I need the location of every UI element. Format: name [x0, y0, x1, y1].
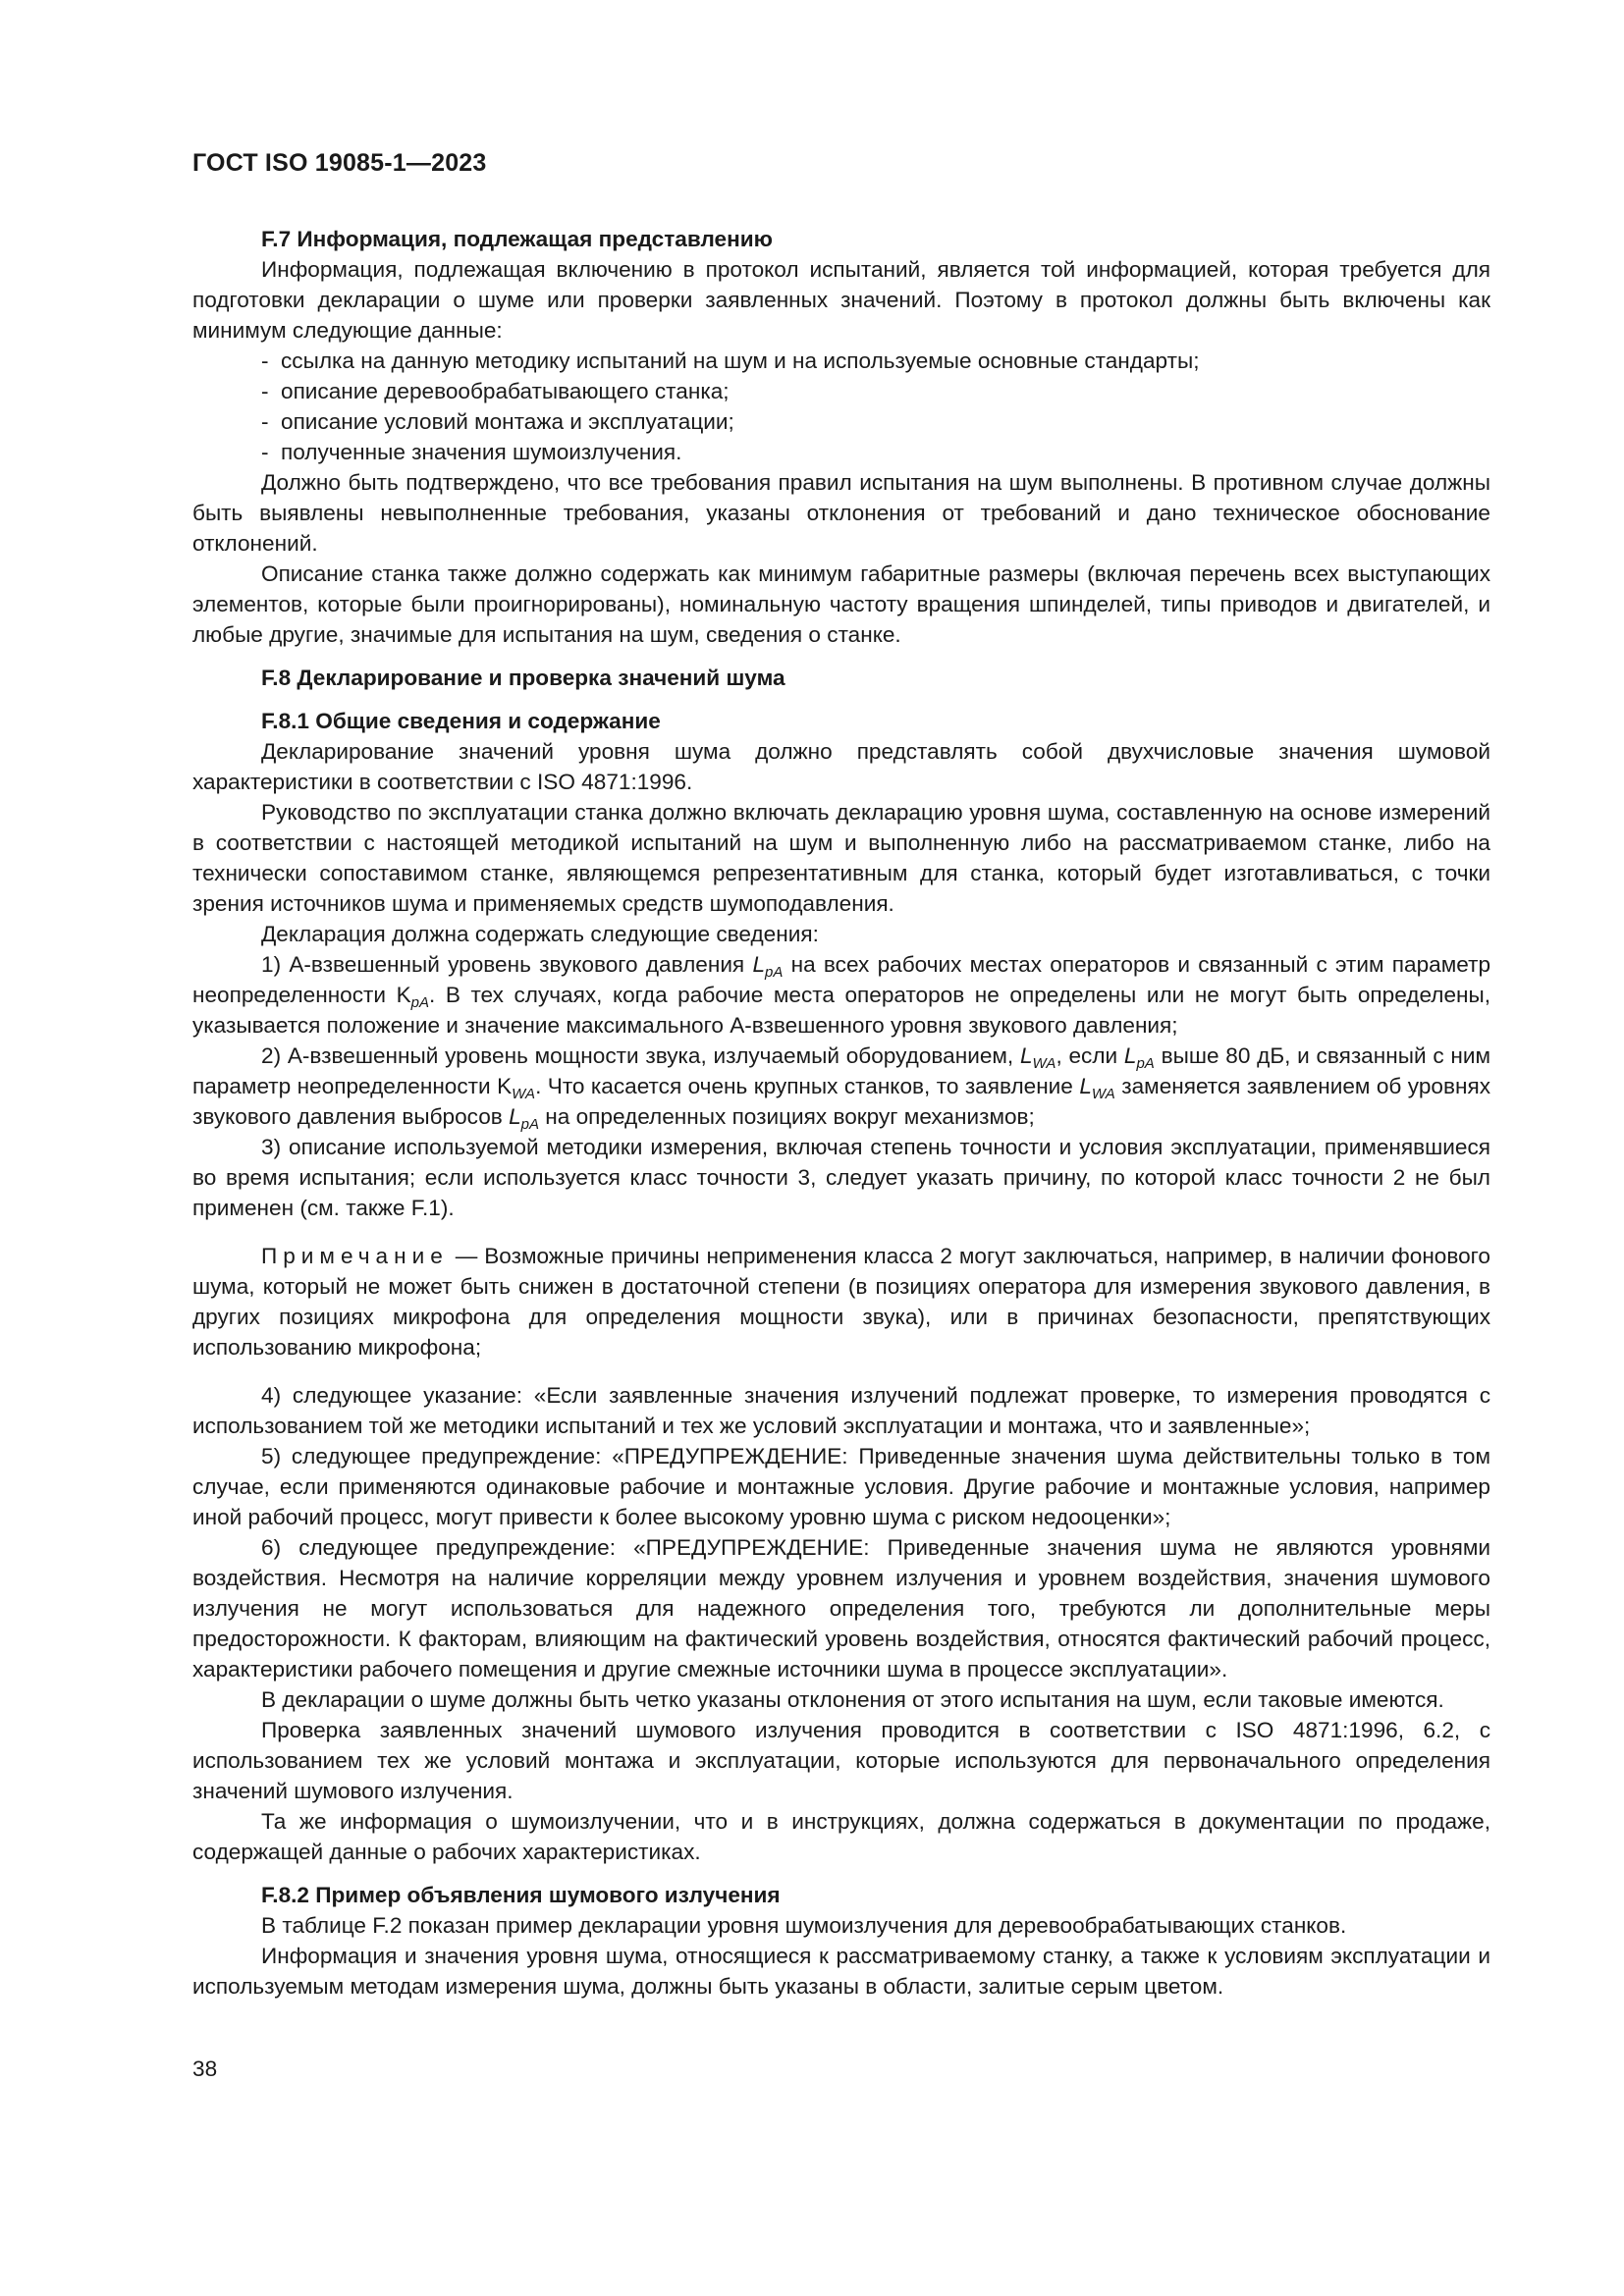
document-header: ГОСТ ISO 19085-1—2023	[192, 149, 487, 177]
paragraph: Информация и значения уровня шума, относящиеся к рассматриваемому станку, а также к условиям эксплуатации и используемым методам измерения шума, должны быть указаны в области, залитые серым цветом.	[192, 1944, 1490, 1999]
note: Примечание — Возможные причины неприменения класса 2 могут заключаться, например, в наличии фонового шума, который не может быть снижен в достаточной степени (в позициях оператора для измерения звукового давления, в других позициях микрофона для определения мощности звука), или в причинах безопасности, препятствующих использованию микрофона;	[192, 1244, 1490, 1360]
required-data-list	[192, 346, 1490, 467]
subsection-title-f8-2: F.8.2 Пример объявления шумового излучения	[261, 1883, 781, 1907]
paragraph: Должно быть подтверждено, что все требования правил испытания на шум выполнены. В противном случае должны быть выявлены невыполненные требования, указаны отклонения от требований и дано техническое обоснование отклонений.	[192, 470, 1490, 556]
declaration-item-1: 1) А-взвешенный уровень звукового давления $L_{pA}$ на всех рабочих местах операторов и связанный с этим параметр неопределенности $K_{pA}$. В тех случаях, когда рабочие места операторов не определены или не могут быть определены, указывается положение и значение максимального А-взвешенного уровня звукового давления;	[192, 952, 1491, 1038]
note-label: Примечание	[261, 1244, 449, 1268]
subsection-title-f8-1: F.8.1 Общие сведения и содержание	[261, 709, 661, 733]
paragraph: Та же информация о шумоизлучении, что и в инструкциях, должна содержаться в документации по продаже, содержащей данные о рабочих характеристиках.	[192, 1809, 1490, 1864]
paragraph: В таблице F.2 показан пример декларации уровня шумоизлучения для деревообрабатывающих станков.	[261, 1913, 1347, 1938]
declaration-item-4: 4) следующее указание: «Если заявленные значения излучений подлежат проверке, то измерения проводятся с использованием той же методики испытаний и тех же условий эксплуатации и монтажа, что и заявленные»;	[192, 1383, 1490, 1438]
paragraph: Руководство по эксплуатации станка должно включать декларацию уровня шума, составленную на основе измерений в соответствии с настоящей методикой испытаний на шум и выполненную либо на рассматриваемом станке, либо на технически сопоставимом станке, являющемся репрезентативным для станка, который будет изготавливаться, с точки зрения источников шума и применяемых средств шумоподавления.	[192, 800, 1490, 916]
list-item: - описание условий монтажа и эксплуатации;	[261, 409, 734, 434]
paragraph: Декларация должна содержать следующие сведения:	[261, 922, 819, 946]
list-item: - полученные значения шумоизлучения.	[261, 440, 682, 464]
section-title-f8: F.8 Декларирование и проверка значений шума	[261, 666, 785, 690]
declaration-item-3: 3) описание используемой методики измерения, включая степень точности и условия эксплуатации, применявшиеся во время испытания; если используется класс точности 3, следует указать причину, по которой класс точности 2 не был применен (см. также F.1).	[192, 1135, 1490, 1220]
paragraph: В декларации о шуме должны быть четко указаны отклонения от этого испытания на шум, если таковые имеются.	[261, 1687, 1444, 1712]
declaration-item-2: 2) А-взвешенный уровень мощности звука, излучаемый оборудованием, $L_{WA}$, если $L_{pA}$ выше 80 дБ, и связанный с ним параметр неопределенности $K_{WA}$. Что касается очень крупных станков, то заявление $L_{WA}$ заменяется заявлением об уровнях звукового давления выбросов $L_{pA}$ на определенных позициях вокруг механизмов;	[192, 1043, 1490, 1133]
list-item: - ссылка на данную методику испытаний на шум и на используемые основные стандарты;	[261, 348, 1200, 373]
declaration-item-6: 6) следующее предупреждение: «ПРЕДУПРЕЖДЕНИЕ: Приведенные значения шума не являются уровнями воздействия. Несмотря на наличие корреляции между уровнем излучения и уровнем воздействия, значения шумового излучения не могут использоваться для надежного определения того, требуются ли дополнительные меры предосторожности. К факторам, влияющим на фактический уровень воздействия, относятся фактический рабочий процесс, характеристики рабочего помещения и другие смежные источники шума в процессе эксплуатации».	[192, 1535, 1490, 1682]
paragraph: Описание станка также должно содержать как минимум габаритные размеры (включая перечень всех выступающих элементов, которые были проигнорированы), номинальную частоту вращения шпинделей, типы приводов и двигателей, и любые другие, значимые для испытания на шум, сведения о станке.	[192, 561, 1490, 647]
section-title-f7: F.7 Информация, подлежащая представлению	[261, 227, 773, 251]
list-item: - описание деревообрабатывающего станка;	[261, 379, 730, 403]
page-number: 38	[192, 2056, 218, 2081]
paragraph: Проверка заявленных значений шумового излучения проводится в соответствии с ISO 4871:1996, 6.2, с использованием тех же условий монтажа и эксплуатации, которые используются для первоначального определения значений шумового излучения.	[192, 1718, 1490, 1803]
paragraph: Информация, подлежащая включению в протокол испытаний, является той информацией, которая требуется для подготовки декларации о шуме или проверки заявленных значений. Поэтому в протокол должны быть включены как минимум следующие данные:	[192, 257, 1490, 343]
paragraph: Декларирование значений уровня шума должно представлять собой двухчисловые значения шумовой характеристики в соответствии с ISO 4871:1996.	[192, 739, 1490, 794]
declaration-item-5: 5) следующее предупреждение: «ПРЕДУПРЕЖДЕНИЕ: Приведенные значения шума действительны только в том случае, если применяются одинаковые рабочие и монтажные условия. Другие рабочие и монтажные условия, например иной рабочий процесс, могут привести к более высокому уровню шума с риском недооценки»;	[192, 1444, 1490, 1529]
document-body	[192, 224, 1490, 2002]
